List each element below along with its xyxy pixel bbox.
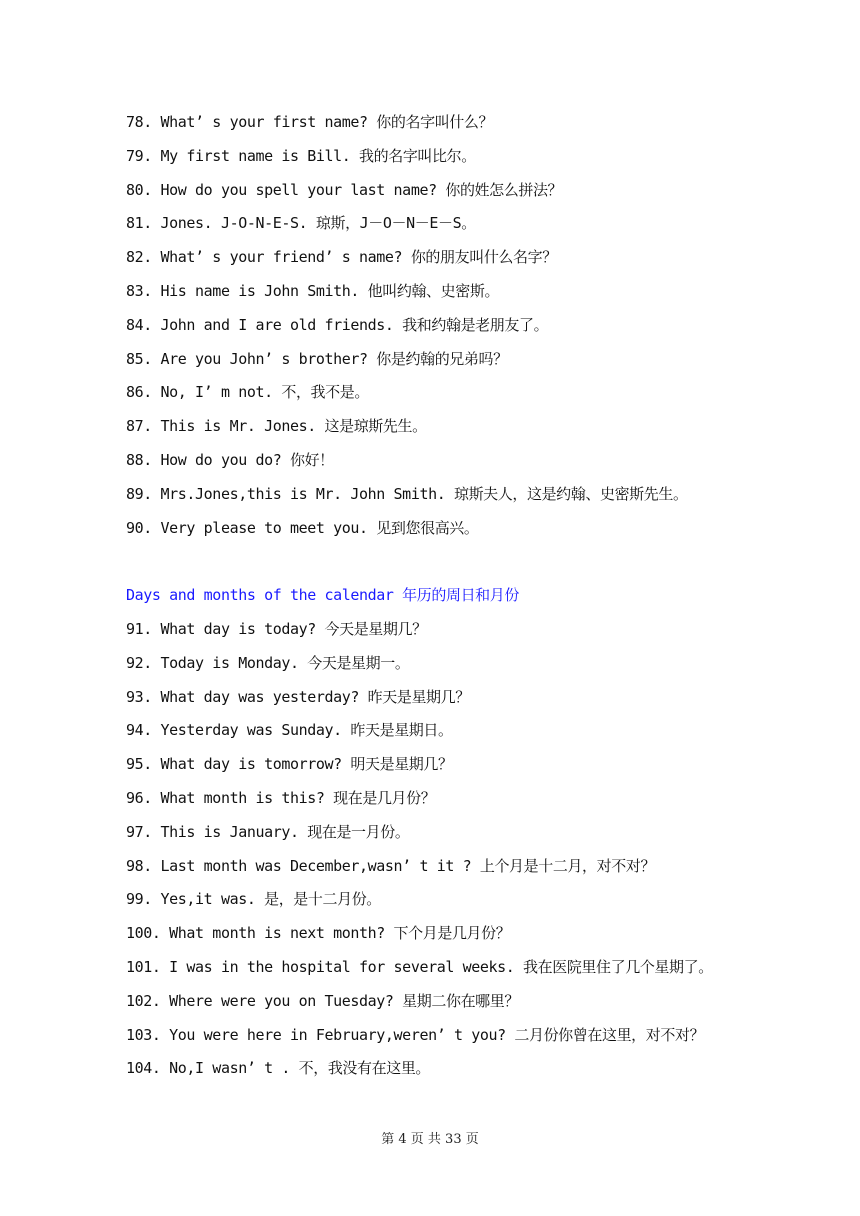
sentence-83: 83. His name is John Smith. 他叫约翰、史密斯。 <box>126 281 500 300</box>
sentence-78: 78. What’ s your first name? 你的名字叫什么？ <box>126 113 494 131</box>
sentence-98: 98. Last month was December,wasn’ t it ? 上个月是十二月，对不对？ <box>126 856 656 875</box>
sentence-81: 81. Jones. J-O-N-E-S. 琼斯，J－O－N－E－S。 <box>126 214 476 233</box>
sentence-104: 104. No,I wasn’ t . 不，我没有在这里。 <box>126 1059 431 1078</box>
page-footer: 第 4 页 共 33 页 <box>381 1132 479 1147</box>
sentence-91: 91. What day is today? 今天是星期几？ <box>126 619 427 638</box>
sentence-list-1 <box>126 110 826 549</box>
page-content <box>126 110 826 1090</box>
sentence-85: 85. Are you John’ s brother? 你是约翰的兄弟吗？ <box>126 349 508 368</box>
sentence-103: 103. You were here in February,weren’ t you? 二月份你曾在这里，对不对？ <box>126 1025 705 1044</box>
sentence-102: 102. Where were you on Tuesday? 星期二你在哪里？ <box>126 991 519 1010</box>
sentence-99: 99. Yes,it was. 是，是十二月份。 <box>126 890 381 909</box>
sentence-88: 88. How do you do? 你好！ <box>126 450 334 469</box>
sentence-84: 84. John and I are old friends. 我和约翰是老朋友了。 <box>126 315 549 334</box>
sentence-82: 82. What’ s your friend’ s name? 你的朋友叫什么名字？ <box>126 248 557 267</box>
sentence-95: 95. What day is tomorrow? 明天是星期几？ <box>126 755 453 774</box>
sentence-93: 93. What day was yesterday? 昨天是星期几？ <box>126 687 470 706</box>
sentence-79: 79. My first name is Bill. 我的名字叫比尔。 <box>126 146 476 165</box>
sentence-97: 97. This is January. 现在是一月份。 <box>126 822 410 841</box>
sentence-100: 100. What month is next month? 下个月是几月份？ <box>126 924 511 943</box>
sentence-list-2 <box>126 617 826 1090</box>
section-spacer <box>126 549 826 583</box>
sentence-92: 92. Today is Monday. 今天是星期一。 <box>126 653 410 672</box>
sentence-80: 80. How do you spell your last name? 你的姓怎么拼法？ <box>126 180 563 199</box>
sentence-94: 94. Yesterday was Sunday. 昨天是星期日。 <box>126 721 453 740</box>
sentence-96: 96. What month is this? 现在是几月份？ <box>126 788 436 807</box>
sentence-89: 89. Mrs.Jones,this is Mr. John Smith. 琼斯夫人，这是约翰、史密斯先生。 <box>126 484 688 503</box>
section-heading: Days and months of the calendar 年历的周日和月份 <box>126 586 519 605</box>
sentence-101: 101. I was in the hospital for several weeks. 我在医院里住了几个星期了。 <box>126 957 713 976</box>
sentence-86: 86. No, I’ m not. 不，我不是。 <box>126 383 369 402</box>
sentence-87: 87. This is Mr. Jones. 这是琼斯先生。 <box>126 417 427 436</box>
sentence-90: 90. Very please to meet you. 见到您很高兴。 <box>126 518 479 537</box>
